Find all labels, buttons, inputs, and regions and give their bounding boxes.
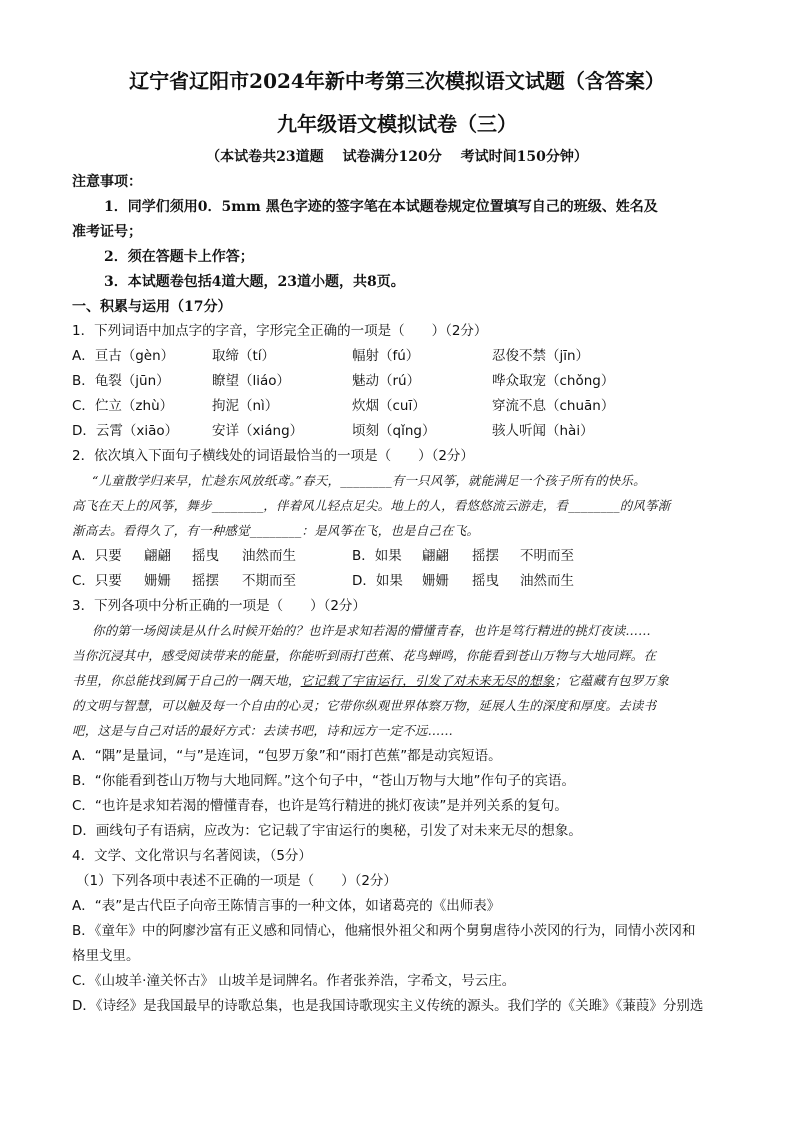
q2-a-word2: 翩翩 [144,548,171,564]
notice-heading: 注意事项： [72,174,142,190]
q4-option-b-cont: 格里戈里。 [72,948,140,964]
q2-passage-line: 渐高去。看得久了，有一种感觉________：是风筝在飞，也是自己在飞。 [72,523,480,538]
q1-c3: 炊烟（cuī） [352,398,426,414]
q2-c-word3: 摇摆 [192,573,219,589]
q1-d3: 顷刻（qǐng） [352,423,436,439]
q1-c1: C．伫立（zhù） [72,398,174,414]
q1-a2: 取缔（tí） [212,348,276,364]
q3-passage-plain: 书里，你总能找到属于自己的一隅天地， [72,673,301,688]
q2-d-word3: 摇曳 [472,573,499,589]
q4-option-b: B．《童年》中的阿廖沙富有正义感和同情心，他痛恨外祖父和两个舅舅虐待小茨冈的行为，同情小茨冈和 [72,923,696,939]
q1-a1: A．亘古（gèn） [72,348,175,364]
q2-a-word1: A．只要 [72,548,122,564]
q2-d-word4: 油然而生 [520,573,574,589]
q1-b2: 瞭望（liáo） [212,373,291,389]
q2-a-word4: 油然而生 [242,548,296,564]
main-title: 辽宁省辽阳市2024年新中考第三次模拟语文试题（含答案） [129,69,665,93]
q2-d-word2: 姗姗 [422,573,449,589]
q3-stem: 3．下列各项中分析正确的一项是（ ）（2分） [72,598,366,614]
q2-b-word3: 摇摆 [472,548,499,564]
q2-c-word1: C．只要 [72,573,122,589]
q2-b-word1: B．如果 [352,548,402,564]
q1-d2: 安详（xiáng） [212,423,304,439]
sub-title: 九年级语文模拟试卷（三） [277,112,517,136]
q1-c4: 穿流不息（chuān） [492,398,615,414]
q2-a-word3: 摇曳 [192,548,219,564]
notice-item-1: 1．同学们须用0．5mm 黑色字迹的签字笔在本试题卷规定位置填写自己的班级、姓名及 [104,199,658,215]
q3-option-b: B．“你能看到苍山万物与大地同辉。”这个句子中，“苍山万物与大地”作句子的宾语。 [72,773,575,789]
q3-option-c: C．“也许是求知若渴的懵懂青春，也许是笃行精进的挑灯夜读”是并列关系的复句。 [72,798,568,814]
q2-c-word2: 姗姗 [144,573,171,589]
q4-option-a: A．“表”是古代臣子向帝王陈情言事的一种文体，如诸葛亮的《出师表》 [72,898,501,914]
q3-passage-line-mixed [72,671,669,691]
q2-c-word4: 不期而至 [242,573,296,589]
q3-passage-plain: ；它蕴藏有包罗万象 [554,673,669,688]
q3-option-d: D．画线句子有语病，应改为：它记载了宇宙运行的奥秘，引发了对未来无尽的想象。 [72,823,582,839]
q2-stem: 2．依次填入下面句子横线处的词语最恰当的一项是（ ）（2分） [72,448,474,464]
q1-b4: 哗众取宠（chǒng） [492,373,615,389]
q1-a4: 忍俊不禁（jīn） [492,348,590,364]
q1-a3: 幅射（fú） [352,348,420,364]
notice-item-3: 3．本试题卷包括4道大题，23道小题，共8页。 [104,274,405,290]
q1-b1: B．龟裂（jūn） [72,373,170,389]
q1-stem: 1．下列词语中加点字的字音，字形完全正确的一项是（ ）（2分） [72,323,488,339]
q2-passage-line: 高飞在天上的风筝，舞步________，伴着风儿轻点足尖。地上的人，看悠悠流云游走，看________的风筝渐 [72,498,671,513]
q4-option-c: C．《山坡羊·潼关怀古》 山坡羊是词牌名。作者张养浩，字希文，号云庄。 [72,973,516,989]
q4-sub1-stem: （1）下列各项中表述不正确的一项是（ ）（2分） [76,873,397,889]
q3-passage-line: 吧，这是与自己对话的最好方式：去读书吧，诗和远方一定不远…… [72,723,454,738]
exam-info: （本试卷共23道题 试卷满分120分 考试时间150分钟） [206,149,588,165]
q2-passage-line: “儿童散学归来早，忙趁东风放纸鸢。”春天，________有一只风筝，就能满足一个孩子所有的快乐。 [92,473,646,488]
q3-underlined-sentence: 它记载了宇宙运行，引发了对未来无尽的想象 [300,673,555,688]
q3-passage-line: 当你沉浸其中，感受阅读带来的能量，你能听到雨打芭蕉、花鸟蝉鸣，你能看到苍山万物与大地同辉。在 [72,648,657,663]
q2-b-word2: 翩翩 [422,548,449,564]
q3-option-a: A．“隅”是量词，“与”是连词，“包罗万象”和“雨打芭蕉”都是动宾短语。 [72,748,502,764]
q1-b3: 魅动（rú） [352,373,421,389]
notice-item-1-cont: 准考证号； [72,224,142,240]
q4-stem: 4．文学、文化常识与名著阅读，（5分） [72,848,312,864]
q1-d4: 骇人听闻（hài） [492,423,594,439]
section-heading: 一、积累与运用（17分） [72,299,232,315]
q2-d-word1: D．如果 [352,573,403,589]
q3-passage-line: 的文明与智慧，可以触及每一个自由的心灵；它带你纵观世界体察万物，延展人生的深度和厚度。去读书 [72,698,657,713]
q4-option-d: D．《诗经》是我国最早的诗歌总集，也是我国诗歌现实主义传统的源头。我们学的《关雎》《蒹葭》分别选 [72,998,704,1014]
notice-item-2: 2．须在答题卡上作答； [104,249,254,265]
q1-c2: 拘泥（nì） [212,398,279,414]
q3-passage-line: 你的第一场阅读是从什么时候开始的？也许是求知若渴的懵懂青春，也许是笃行精进的挑灯夜读…… [92,623,651,638]
q2-b-word4: 不明而至 [520,548,574,564]
q1-d1: D．云霄（xiāo） [72,423,179,439]
